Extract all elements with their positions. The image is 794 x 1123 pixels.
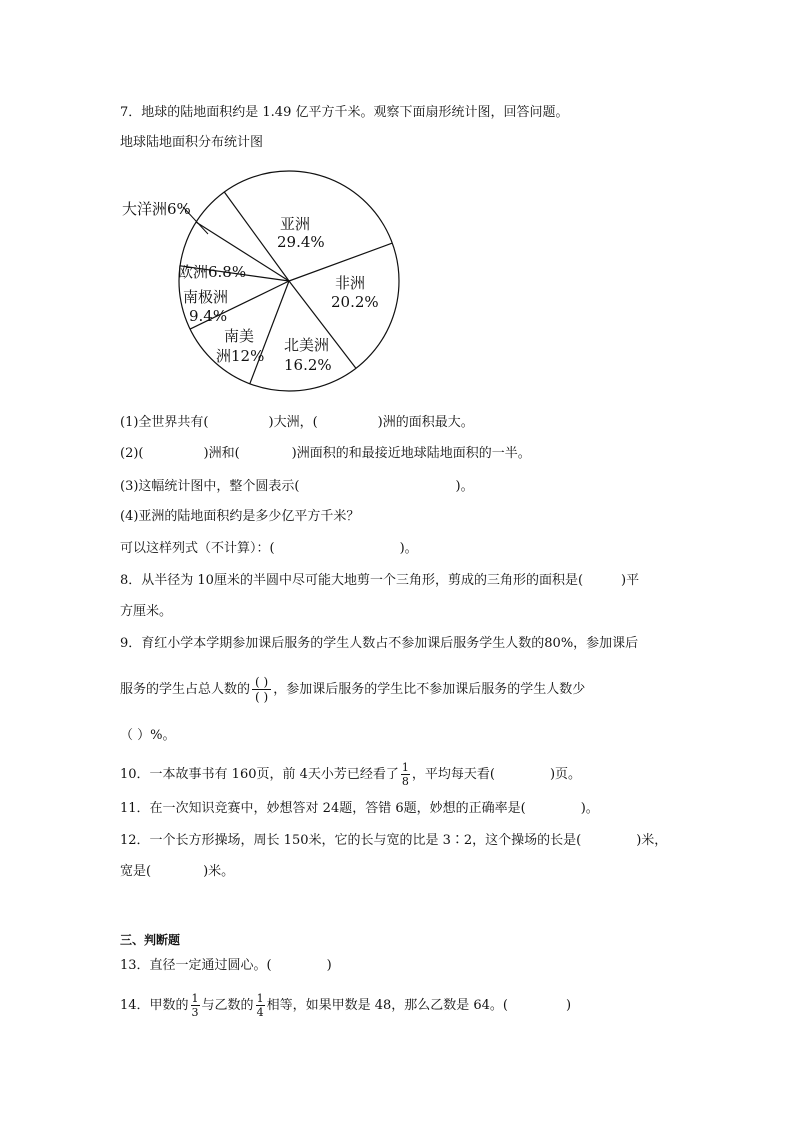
label-south-america-name: 南美 (224, 327, 255, 345)
q14-frac2-denominator: 4 (256, 1006, 264, 1019)
q12-text-b: )米， (636, 833, 668, 848)
label-south-america-value: 洲12% (216, 347, 265, 365)
q7-sub3-text-a: (3)这幅统计图中，整个圆表示( (120, 479, 300, 494)
q7-sub3-text-b: )。 (455, 479, 474, 494)
label-antarctica-value: 9.4% (189, 307, 228, 325)
q14-frac1-denominator: 3 (191, 1006, 199, 1019)
q12-text-c: 宽是( (120, 864, 152, 879)
q14-text-d: ) (565, 998, 572, 1013)
q10-text-c: )页。 (549, 767, 582, 782)
q9-frac-numerator: ( ) (255, 675, 269, 689)
q9-text-b: ，参加课后服务的学生比不参加课后服务的学生人数少 (273, 682, 586, 697)
label-antarctica-name: 南极洲 (183, 288, 229, 306)
q9-frac-denominator: ( ) (255, 690, 269, 704)
q7-sub2-text-b: )洲和( (203, 446, 240, 461)
q7-sub3 (120, 478, 474, 496)
q14-text-c: 相等，如果甲数是 48，那么乙数是 64。( (266, 998, 508, 1013)
label-africa-value: 20.2% (331, 293, 379, 311)
q10-frac-denominator: 8 (401, 775, 409, 788)
q7-stem: 7．地球的陆地面积约是 1.49 亿平方千米。观察下面扇形统计图，回答问题。 (120, 105, 569, 120)
q10 (120, 762, 581, 787)
q13-text-b: ) (326, 958, 332, 973)
q7-sub2 (120, 445, 531, 463)
q11-text-b: )。 (580, 801, 599, 816)
q13-text-a: 13．直径一定通过圆心。( (120, 958, 272, 973)
q10-text-a: 10．一本故事书有 160页，前 4天小芳已经看了 (120, 767, 399, 782)
q11 (120, 800, 599, 818)
label-oceania: 大洋洲6% (122, 200, 191, 218)
q7-sub1-text-b: )大洲，( (268, 415, 318, 430)
q13 (120, 957, 332, 975)
q9-text-a: 服务的学生占总人数的 (120, 682, 251, 697)
q12-line2 (120, 863, 234, 881)
pie-chart (110, 166, 410, 396)
q14-fraction-1 (191, 993, 200, 1018)
q7-sub1 (120, 414, 474, 432)
label-europe: 欧洲6.8% (178, 263, 247, 281)
q7-sub4-formula-text-b: )。 (399, 541, 418, 556)
q10-text-b: ，平均每天看( (411, 767, 495, 782)
q8-text-a: 8．从半径为 10厘米的半圆中尽可能大地剪一个三角形，剪成的三角形的面积是( (120, 573, 584, 588)
q7-sub1-text-c: )洲的面积最大。 (377, 415, 474, 430)
q12-text-d: )米。 (203, 864, 235, 879)
section-heading-judgement: 三、判断题 (120, 933, 181, 947)
q7-sub1-text-a: (1)全世界共有( (120, 415, 209, 430)
label-africa-name: 非洲 (335, 274, 366, 292)
q12-line1 (120, 832, 667, 850)
q10-frac-numerator: 1 (401, 761, 409, 774)
q9-line3: （ ）%。 (120, 728, 176, 743)
q14 (120, 993, 571, 1018)
label-asia-name: 亚洲 (280, 215, 311, 233)
q11-text-a: 11．在一次知识竞赛中，妙想答对 24题，答错 6题，妙想的正确率是( (120, 801, 526, 816)
q7-sub2-text-c: )洲面积的和最接近地球陆地面积的一半。 (291, 446, 531, 461)
q8-text-b: )平 (621, 573, 640, 588)
label-north-america-name: 北美洲 (284, 336, 330, 354)
q7-sub2-text-a: (2)( (120, 446, 144, 461)
q8-line2: 方厘米。 (120, 604, 173, 619)
q7-sub4-formula-text-a: 可以这样列式（不计算）：( (120, 541, 275, 556)
q9-line2 (120, 676, 585, 703)
label-north-america-value: 16.2% (284, 356, 332, 374)
q14-frac2-numerator: 1 (256, 992, 264, 1005)
q14-text-a: 14．甲数的 (120, 998, 189, 1013)
q14-fraction-2 (256, 993, 265, 1018)
q7-sub4: (4)亚洲的陆地面积约是多少亿平方千米？ (120, 509, 360, 524)
chart-title: 地球陆地面积分布统计图 (120, 135, 264, 150)
q7-sub4-formula (120, 540, 418, 558)
q14-text-b: 与乙数的 (201, 998, 254, 1013)
q9-line1: 9．育红小学本学期参加课后服务的学生人数占不参加课后服务学生人数的80%，参加课后 (120, 636, 639, 651)
q8-line1 (120, 572, 639, 590)
q12-text-a: 12．一个长方形操场，周长 150米，它的长与宽的比是 3∶2，这个操场的长是( (120, 833, 582, 848)
q14-frac1-numerator: 1 (191, 992, 199, 1005)
label-asia-value: 29.4% (277, 233, 325, 251)
q9-fraction-blank[interactable] (252, 676, 271, 703)
q10-fraction (401, 762, 410, 787)
